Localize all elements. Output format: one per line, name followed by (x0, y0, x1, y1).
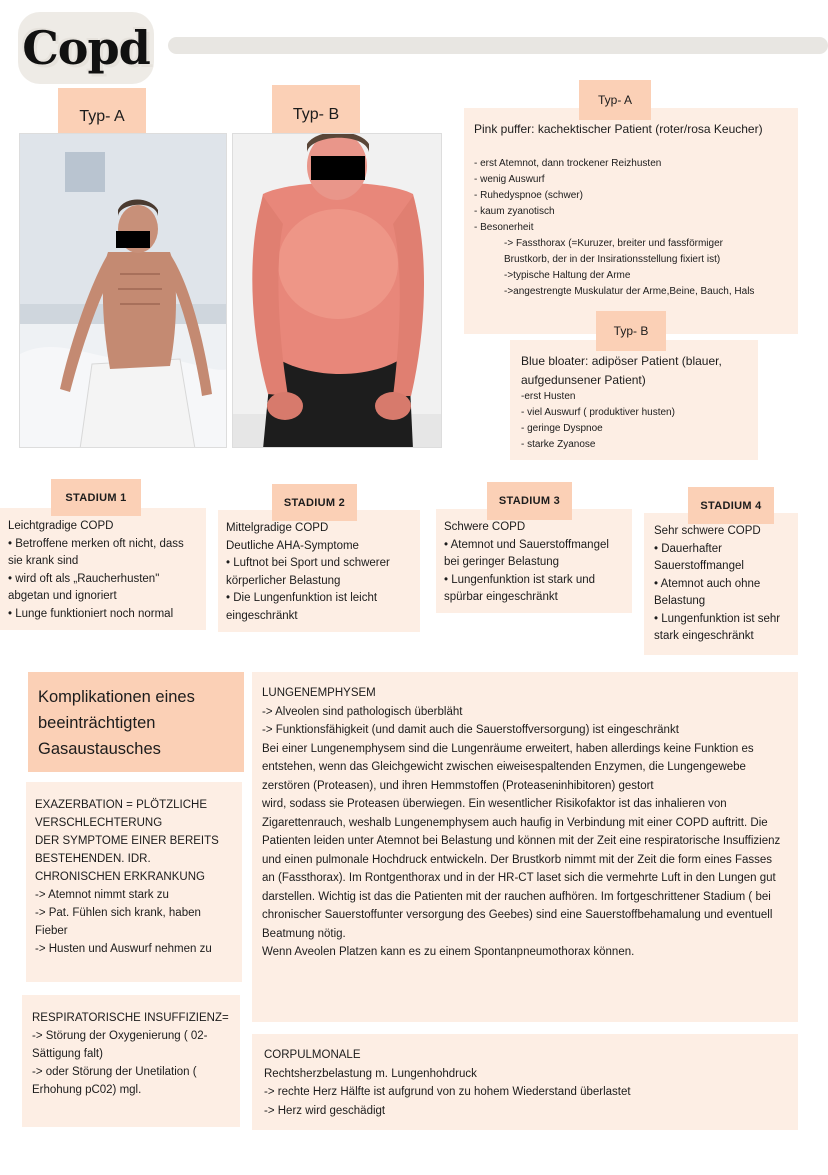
insufficiency-line: -> Störung der Oxygenierung ( 02- Sättigung falt) (32, 1030, 208, 1060)
emphysema-line: Wenn Aveolen Platzen kann es zu einem Spontanpneumothorax können. (262, 946, 635, 958)
exacerbation-box (26, 782, 242, 982)
stage-1-tag: STADIUM 1 (51, 479, 141, 516)
photo-label-type-b: Typ- B (272, 85, 360, 145)
insufficiency-line: -> oder Störung der Unetilation ( Erhohung pC02) mgl. (32, 1066, 197, 1096)
title-underline (168, 37, 828, 54)
stage-1-line: • wird oft als „Raucherhusten" abgetan und ignoriert (8, 572, 160, 602)
type-b-item: -erst Husten (521, 391, 576, 402)
emphysema-box (252, 672, 798, 1022)
emphysema-line: Bei einer Lungenemphysem sind die Lungenräume erweitert, haben allerdings keine Funktion es entstehen, wenn das Gleichgewicht zwischen eiweisespaltenden Enzymen, die Lungengewebe zerstören (Proteasen), und ihren Hemmstoffen (Proteaseninhibitoren) gestort (262, 742, 754, 792)
cor-pulmonale-box (252, 1034, 798, 1130)
type-a-sub-item: ->typische Haltung der Arme (504, 270, 631, 281)
stage-4-line: Sehr schwere COPD (654, 525, 761, 537)
stage-3-line: • Lungenfunktion ist stark und spürbar eingeschränkt (444, 573, 596, 603)
complications-heading: Komplikationen eines beeinträchtigten Gasaustausches (28, 672, 244, 772)
stage-4-line: • Atemnot auch ohne Belastung (654, 577, 761, 607)
type-b-heading: Blue bloater: adipöser Patient (blauer, aufgedunsener Patient) (521, 354, 722, 387)
stage-4-line: • Lungenfunktion ist sehr stark eingeschränkt (654, 612, 781, 642)
cor-pulmonale-title: CORPULMONALE (264, 1049, 361, 1061)
stage-3-line: • Atemnot und Sauerstoffmangel bei geringer Belastung (444, 538, 609, 568)
type-b-item: - viel Auswurf ( produktiver husten) (521, 407, 675, 418)
exacerbation-line: EXAZERBATION = PLÖTZLICHE VERSCHLECHTERUNG (35, 799, 208, 829)
type-b-item: - geringe Dyspnoe (521, 423, 603, 434)
stage-2-line: • Luftnot bei Sport und schwerer körperlicher Belastung (226, 557, 390, 587)
emphysema-line: Zigarettenrauch, weshalb Lungenemphysem auch haufig in Verbindung mit einer COPD auftritt. Die Patienten leiden unter Atemnot bei Belastung und können mit der Zeit eine respiratorische Insuffizienz und einen pulmonale Hochdruck entwickeln. Der Brustkorb nimmt mit der Zeit die form eines Fasses an (Fassthorax). Im Rontgenthorax und in der HR-CT laset sich die vermehrte Luft in den Lungen gut darstellen. Wichtig ist das die Patienten mit der rauchen aufhören. Im fortgeschrittener Stadium ( bei chronischer Sauerstoffunter versorgung des Geebes) sind eine Sauerstoffbehamalung und eventuell Beatmung nötig. (262, 816, 781, 940)
type-b-item: - starke Zyanose (521, 439, 596, 450)
type-a-sub-item: ->angestrengte Muskulatur der Arme,Beine, Bauch, Hals (504, 286, 755, 297)
stage-1-box (0, 508, 206, 630)
emphysema-line: wird, sodass sie Proteasen überwiegen. Ein wesentlicher Risikofaktor ist das inhalieren von (262, 798, 727, 810)
page-title: Copd (18, 12, 154, 84)
cor-pulmonale-line: -> rechte Herz Hälfte ist aufgrund von zu hohem Wiederstand überlastet (264, 1086, 631, 1098)
stage-1-line: • Betroffene merken oft nicht, dass sie krank sind (8, 537, 184, 567)
type-a-item: - wenig Auswurf (474, 174, 545, 185)
stage-3-line: Schwere COPD (444, 521, 526, 533)
exacerbation-line: -> Atemnot nimmt stark zu (35, 889, 169, 901)
stage-4-line: • Dauerhafter Sauerstoffmangel (654, 542, 744, 572)
exacerbation-line: -> Pat. Fühlen sich krank, haben Fieber (35, 907, 201, 937)
emphysema-line: -> Funktionsfähigkeit (und damit auch die Sauerstoffversorgung) ist eingeschränkt (262, 724, 679, 736)
stage-3-tag: STADIUM 3 (487, 482, 572, 520)
type-b-box (510, 340, 758, 460)
stage-3-box (436, 509, 632, 613)
exacerbation-line: -> Husten und Auswurf nehmen zu (35, 943, 212, 955)
type-a-heading: Pink puffer: kachektischer Patient (roter/rosa Keucher) (474, 122, 763, 136)
type-a-item: - kaum zyanotisch (474, 206, 555, 217)
type-a-item: - Besonerheit (474, 222, 534, 233)
photo-type-b-patient (232, 133, 442, 448)
cor-pulmonale-line: Rechtsherzbelastung m. Lungenhohdruck (264, 1067, 477, 1080)
stage-2-box (218, 510, 420, 632)
emphysema-line: -> Alveolen sind pathologisch überbläht (262, 705, 463, 718)
photo-label-type-a: Typ- A (58, 88, 146, 146)
stage-1-line: • Lunge funktioniert noch normal (8, 607, 174, 620)
insufficiency-box (22, 995, 240, 1127)
photo-type-a-patient (19, 133, 227, 448)
stage-4-tag: STADIUM 4 (688, 487, 774, 524)
stage-2-line: • Die Lungenfunktion ist leicht eingeschränkt (226, 592, 378, 622)
type-a-tag: Typ- A (579, 80, 651, 120)
cor-pulmonale-line: -> Herz wird geschädigt (264, 1104, 386, 1117)
type-b-tag: Typ- B (596, 311, 666, 351)
type-a-item: - erst Atemnot, dann trockener Reizhusten (474, 158, 662, 169)
stage-2-line: Deutliche AHA-Symptome (226, 539, 359, 552)
stage-1-line: Leichtgradige COPD (8, 520, 114, 532)
stage-4-box (644, 513, 798, 655)
exacerbation-line: DER SYMPTOME EINER BEREITS BESTEHENDEN. IDR. CHRONISCHEN ERKRANKUNG (35, 835, 219, 883)
stage-2-tag: STADIUM 2 (272, 484, 357, 521)
type-a-item: - Ruhedyspnoe (schwer) (474, 190, 583, 201)
emphysema-title: LUNGENEMPHYSEM (262, 687, 376, 699)
stage-2-line: Mittelgradige COPD (226, 522, 329, 534)
insufficiency-line: RESPIRATORISCHE INSUFFIZIENZ= (32, 1012, 229, 1024)
type-a-sub-item: -> Fassthorax (=Kuruzer, breiter und fassförmiger Brustkorb, der in der Insirationsstellung fixiert ist) (504, 238, 723, 265)
type-a-box (464, 108, 798, 334)
